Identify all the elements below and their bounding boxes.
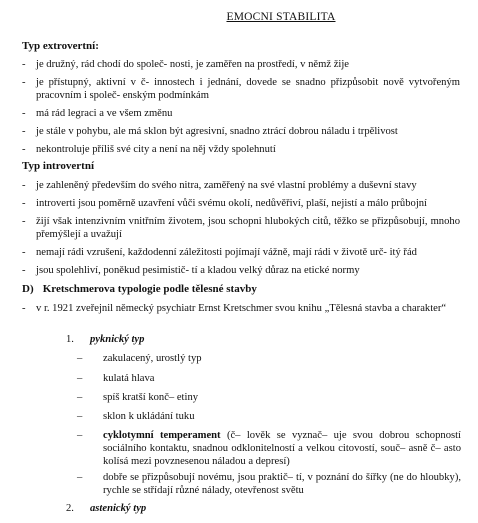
- heading-introvert: Typ introvertní: [22, 160, 95, 172]
- heading-extrovert: Typ extrovertní:: [22, 40, 99, 52]
- section-label: D): [22, 283, 34, 295]
- document-page: EMOCNI STABILITA Typ extrovertní: - je družný, rád chodí do společ- nosti, je zaměřen na prostředí, v němž žije - je přístupný, aktivní v č- innostech i jednání, dovede se snadno přizpůsobit nově vytvořeným pracovním i společ- enským podmínkám - má rád legraci a ve všem změnu - je stále v pohybu, ale má sklon být agresivní, snadno ztrácí dobrou náladu i trpělivost - nekontroluje příliš své city a není na něj vždy spolehnutí Typ introvertní - je zahleněný především do svého nitra, zaměřený na své vlastní problémy a duševní stavy - introverti jsou poměrně uzavření vůči svému okolí, nedůvěřiví, plaší, nejistí a málo průbojní - žijí však intenzivním vnitřním životem, jsou schopni hlubokých citů, těžko se přizpůsobují, mnoho přemýšlejí a uvažují - nemají rádi vzrušení, každodenní záležitosti pojímají vážně, mají rádi v životě urč- itý řád - jsou spolehliví, poněkud pesimistič- tí a kladou velký důraz na etické normy D) Kretschmerova typologie podle tělesné stavby - v r. 1921 zveřejnil německý psychiatr Ernst Kretschmer svou knihu „Tělesná stavba a charakter“ 1. pyknický typ – zakulacený, urostlý typ – kulatá hlava – spíš kratší konč– etiny – sklon k ukládání tuku – cyklotymní temperament (č– lověk se vyznač– uje svou dobrou schopností sociálního kontaktu, snadnou odklonitelností a velkou citovostí, souč– asně č– asto kolísá mezi povznesenou náladou a depresí) – dobře se přizpůsobují novému, jsou praktič– tí, v poznání do šířky (ne do hloubky), rychle se střídají různé nálady, otevřenost světu 2. astenický typ: [0, 0, 478, 523]
- type-heading-pyknic: [66, 333, 144, 346]
- type-name: astenický typ: [90, 503, 147, 514]
- type-name: pyknický typ: [90, 334, 145, 345]
- type-number: 1.: [66, 334, 74, 345]
- page-title: EMOCNI STABILITA: [226, 11, 336, 23]
- section-heading-d: [22, 283, 257, 296]
- section-title: Kretschmerova typologie podle tělesné stavby: [42, 283, 257, 295]
- type-number: 2.: [66, 503, 74, 514]
- type-heading-asthenic: [66, 502, 146, 515]
- temperament-term: cyklotymní temperament: [103, 430, 221, 441]
